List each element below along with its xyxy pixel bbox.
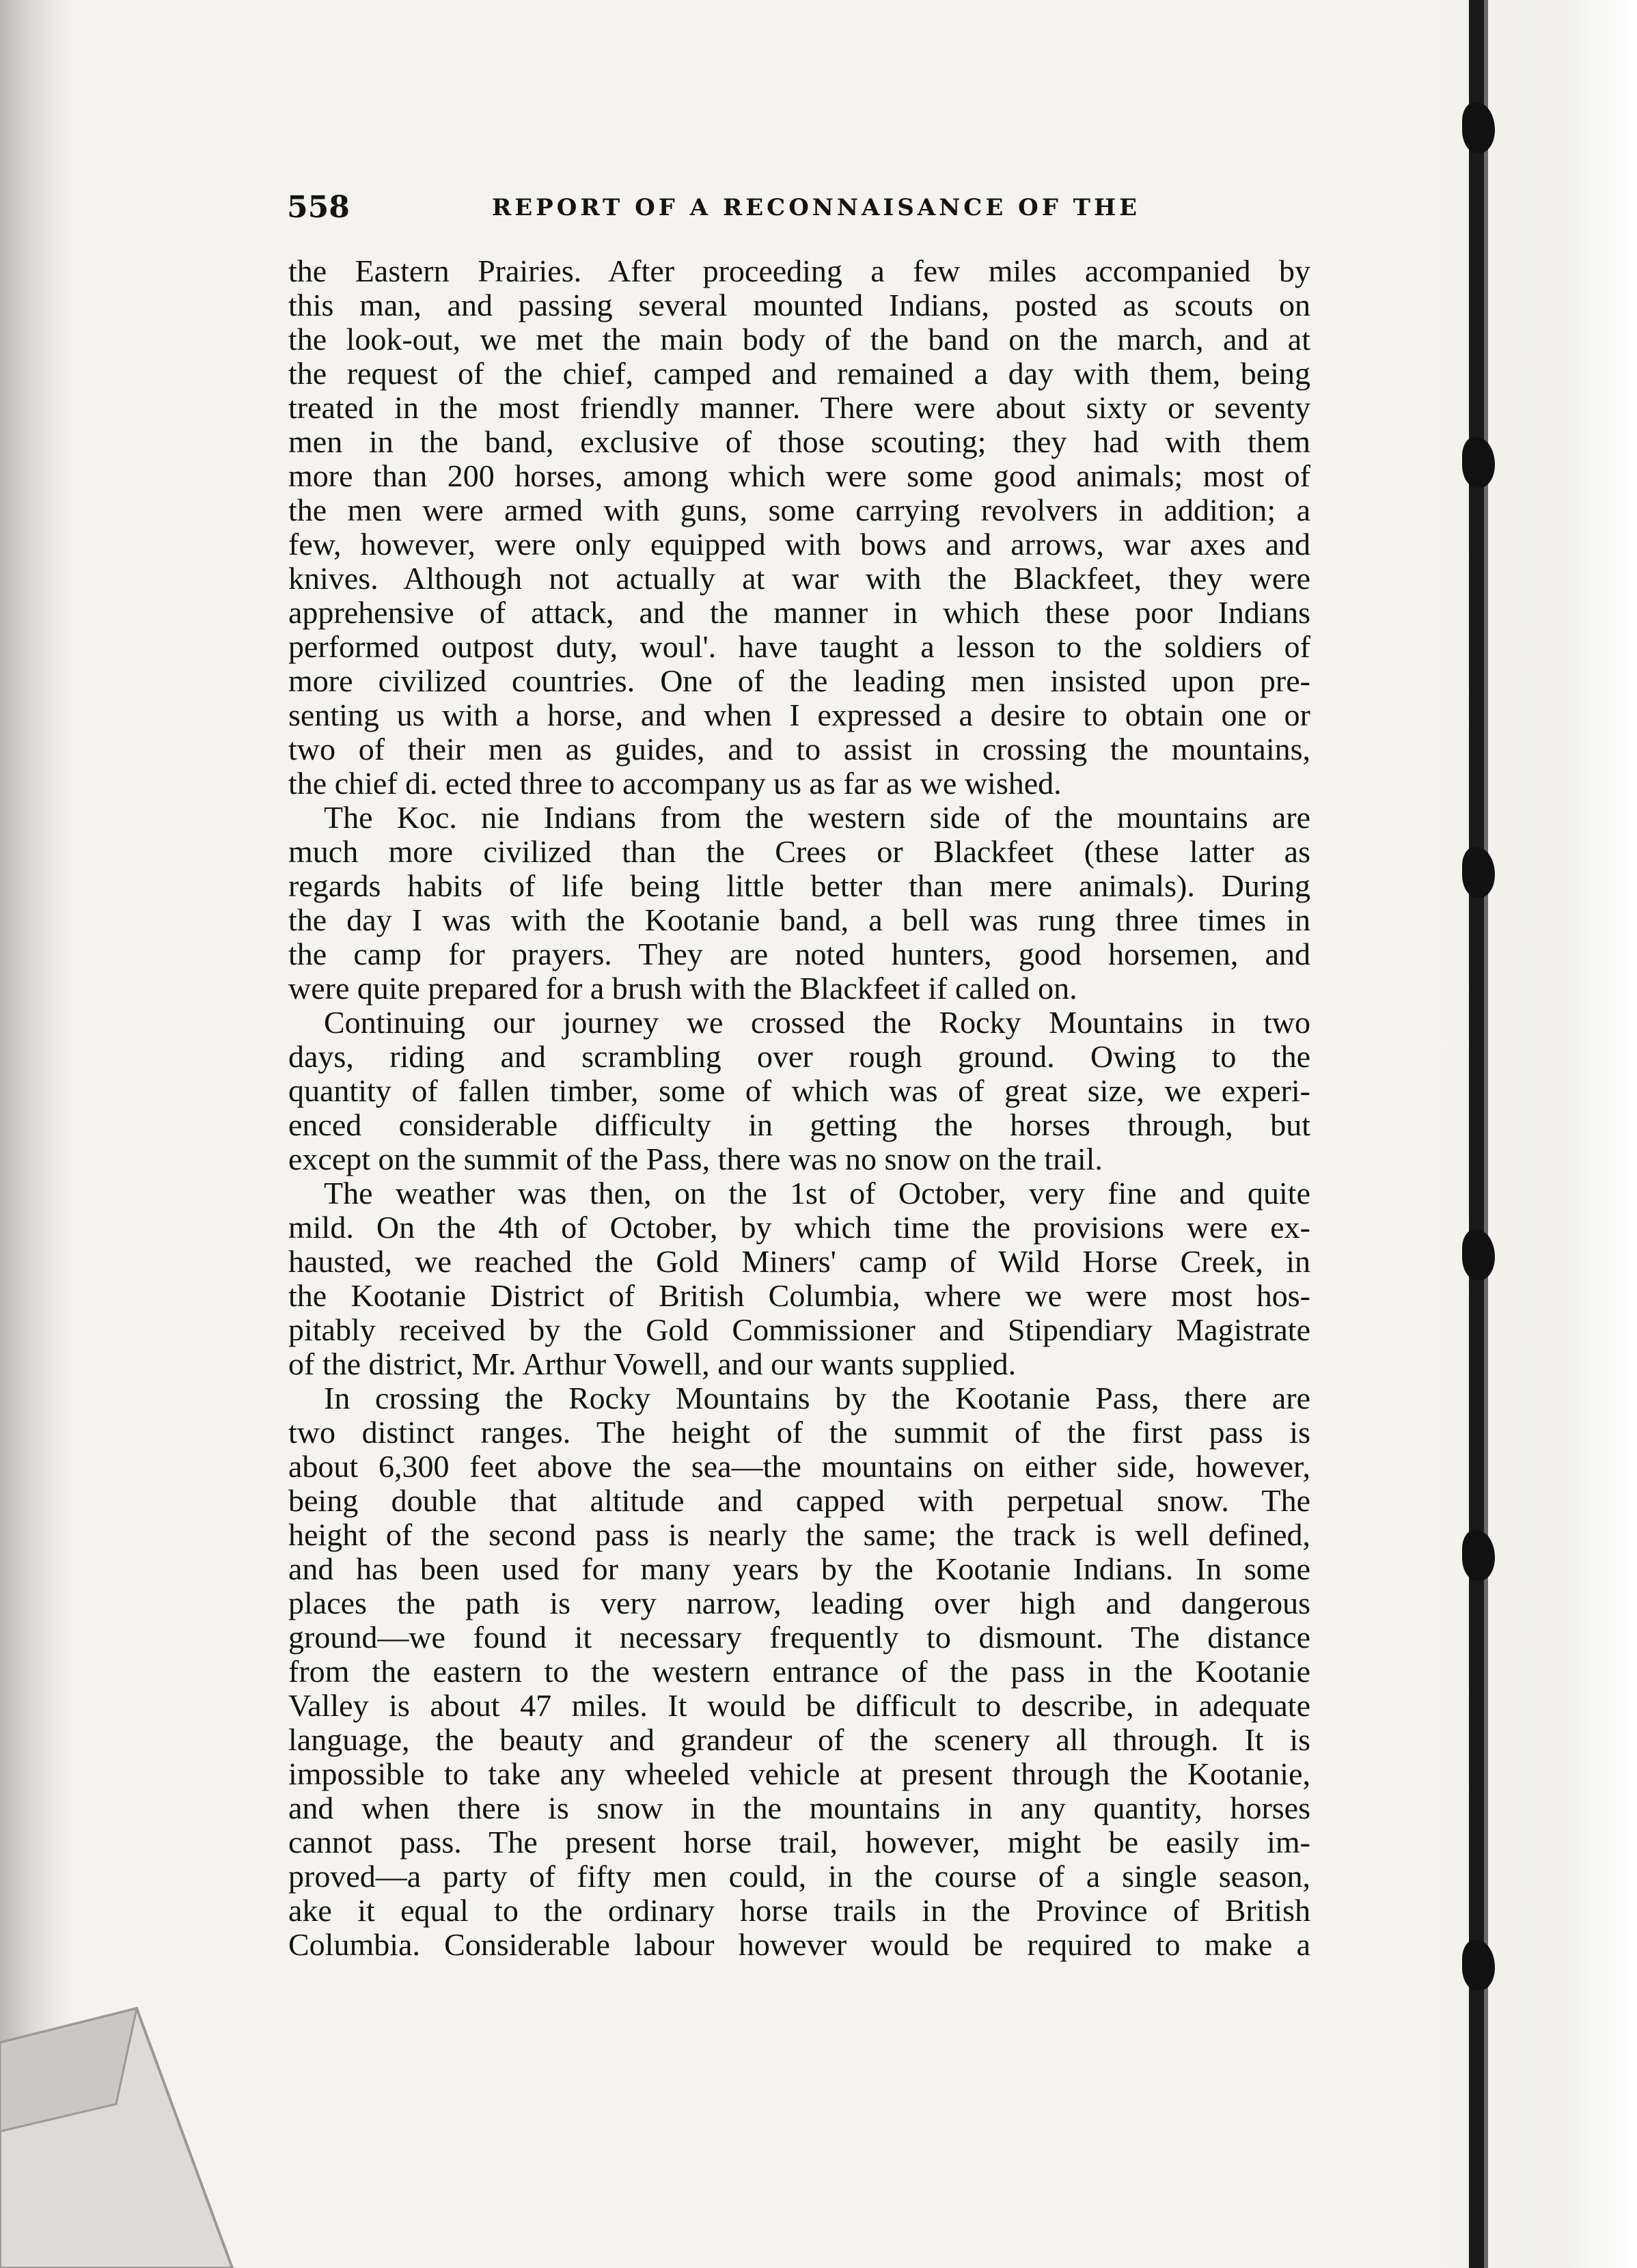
text-line: much more civilized than the Crees or Blackfeet (these latter as	[288, 834, 1310, 869]
text-line: Valley is about 47 miles. It would be difficult to describe, in adequate	[288, 1688, 1310, 1723]
text-line: the men were armed with guns, some carrying revolvers in addition; a	[288, 493, 1310, 527]
text-line: the Eastern Prairies. After proceeding a few miles accompanied by	[288, 253, 1310, 288]
paragraph	[288, 1381, 1310, 1962]
text-line: quantity of fallen timber, some of which was of great size, we experi-	[288, 1073, 1310, 1108]
text-line: impossible to take any wheeled vehicle at present through the Kootanie,	[288, 1756, 1310, 1791]
text-line: regards habits of life being little better than mere animals). During	[288, 868, 1310, 903]
text-line: language, the beauty and grandeur of the scenery all through. It is	[288, 1722, 1310, 1757]
text-line: the Kootanie District of British Columbia, where we were most hos-	[288, 1278, 1310, 1313]
text-line: proved—a party of fifty men could, in the course of a single season,	[288, 1859, 1310, 1894]
paragraph	[288, 1006, 1310, 1176]
text-line: ground—we found it necessary frequently to dismount. The distance	[288, 1620, 1310, 1655]
text-line: hausted, we reached the Gold Miners' camp of Wild Horse Creek, in	[288, 1244, 1310, 1279]
text-line: being double that altitude and capped with perpetual snow. The	[288, 1483, 1310, 1518]
text-line: enced considerable difficulty in getting the horses through, but	[288, 1107, 1310, 1142]
text-line: The Koc. nie Indians from the western side of the mountains are	[324, 800, 1310, 835]
text-line: were quite prepared for a brush with the Blackfeet if called on.	[288, 971, 1077, 1006]
text-line: men in the band, exclusive of those scouting; they had with them	[288, 424, 1310, 459]
text-line: the camp for prayers. They are noted hunters, good horsemen, and	[288, 937, 1310, 971]
text-line: more than 200 horses, among which were some good animals; most of	[288, 458, 1310, 493]
body-text	[288, 254, 1310, 1962]
text-line: of the district, Mr. Arthur Vowell, and our wants supplied.	[288, 1346, 1017, 1381]
text-line: places the path is very narrow, leading over high and dangerous	[288, 1586, 1310, 1620]
paragraph	[288, 1176, 1310, 1381]
page-header	[287, 190, 1312, 238]
text-line: and when there is snow in the mountains in any quantity, horses	[288, 1790, 1310, 1825]
right-page-margin	[1435, 0, 1637, 2268]
text-line: days, riding and scrambling over rough ground. Owing to the	[288, 1039, 1310, 1074]
text-line: from the eastern to the western entrance of the pass in the Kootanie	[288, 1654, 1310, 1689]
text-line: ake it equal to the ordinary horse trails in the Province of British	[288, 1893, 1310, 1928]
text-line: pitably received by the Gold Commissioner and Stipendiary Magistrate	[288, 1312, 1310, 1347]
text-line: treated in the most friendly manner. There were about sixty or seventy	[288, 390, 1310, 425]
text-line: apprehensive of attack, and the manner in which these poor Indians	[288, 595, 1310, 630]
text-line: and has been used for many years by the Kootanie Indians. In some	[288, 1551, 1310, 1586]
text-line: the look-out, we met the main body of the band on the march, and at	[288, 322, 1310, 357]
text-line: Continuing our journey we crossed the Rocky Mountains in two	[324, 1005, 1310, 1040]
page-number: 558	[287, 190, 350, 225]
running-head: REPORT OF A RECONNAISANCE OF THE	[492, 194, 1141, 221]
text-line: more civilized countries. One of the leading men insisted upon pre-	[288, 663, 1310, 698]
folded-corner	[0, 1967, 260, 2268]
text-line: the chief di. ected three to accompany us as far as we wished.	[288, 766, 1062, 801]
book-binding	[1469, 0, 1484, 2268]
text-line: about 6,300 feet above the sea—the mountains on either side, however,	[288, 1449, 1310, 1484]
text-line: except on the summit of the Pass, there was no snow on the trail.	[288, 1142, 1103, 1176]
text-line: two of their men as guides, and to assist in crossing the mountains,	[288, 732, 1310, 766]
text-line: mild. On the 4th of October, by which time the provisions were ex-	[288, 1210, 1310, 1245]
text-line: this man, and passing several mounted Indians, posted as scouts on	[288, 288, 1310, 322]
text-line: In crossing the Rocky Mountains by the Kootanie Pass, there are	[324, 1381, 1310, 1415]
text-line: The weather was then, on the 1st of October, very fine and quite	[324, 1176, 1310, 1211]
text-line: few, however, were only equipped with bows and arrows, war axes and	[288, 527, 1310, 562]
page-gutter-shadow	[0, 0, 75, 2268]
paragraph	[288, 254, 1310, 801]
text-line: knives. Although not actually at war with the Blackfeet, they were	[288, 561, 1310, 596]
binding-edge	[1484, 0, 1488, 2268]
text-line: the day I was with the Kootanie band, a bell was rung three times in	[288, 902, 1310, 937]
paragraph	[288, 801, 1310, 1006]
text-line: senting us with a horse, and when I expressed a desire to obtain one or	[288, 697, 1310, 732]
text-line: two distinct ranges. The height of the summit of the first pass is	[288, 1415, 1310, 1450]
text-line: the request of the chief, camped and remained a day with them, being	[288, 356, 1310, 391]
text-line: Columbia. Considerable labour however would be required to make a	[288, 1927, 1310, 1962]
text-line: performed outpost duty, woul'. have taught a lesson to the soldiers of	[288, 629, 1310, 664]
text-line: cannot pass. The present horse trail, however, might be easily im-	[288, 1825, 1310, 1859]
text-line: height of the second pass is nearly the same; the track is well defined,	[288, 1517, 1310, 1552]
